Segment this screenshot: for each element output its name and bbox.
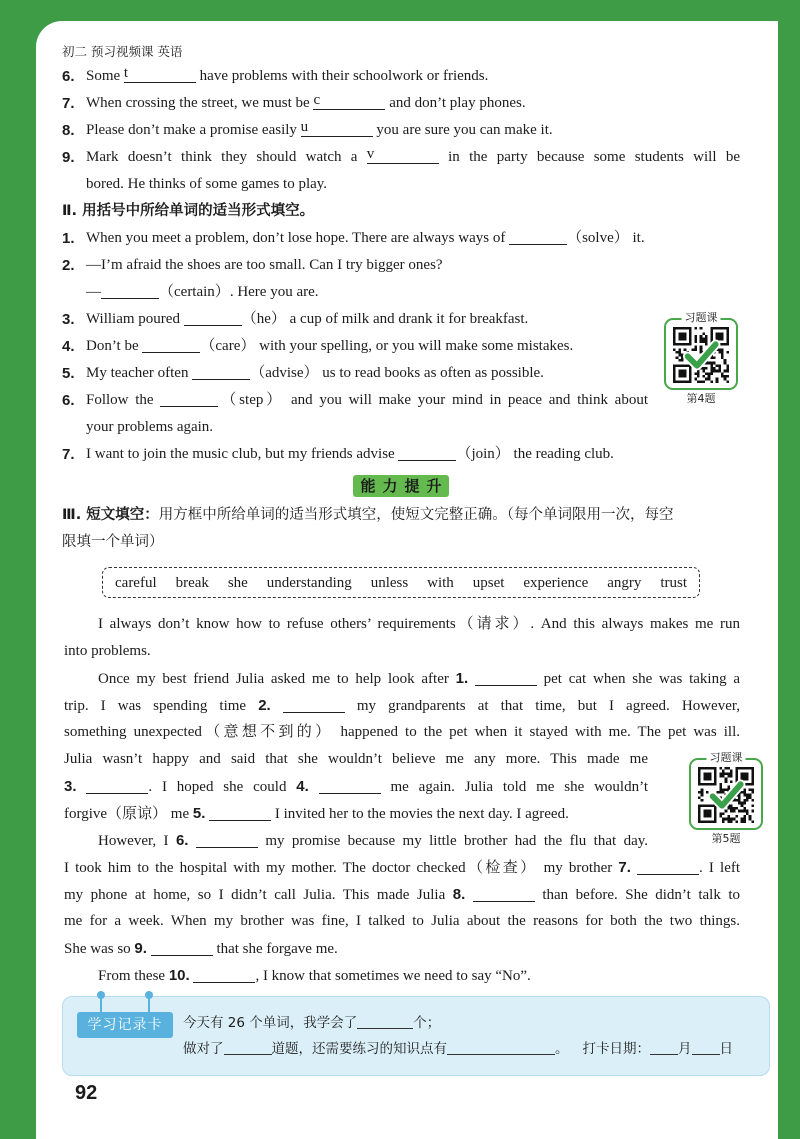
item-text: . Here you are. <box>229 284 319 300</box>
item-text: Don’t be <box>86 338 143 354</box>
blank-initial-letter: v <box>366 146 375 162</box>
item-line <box>86 117 740 144</box>
day-blank <box>692 1043 720 1055</box>
pin-icon <box>145 991 153 999</box>
answer-blank <box>192 366 250 380</box>
item-body <box>86 144 740 198</box>
blank-number: 8. <box>452 886 466 903</box>
part2-item <box>62 441 740 468</box>
answer-blank <box>300 119 373 137</box>
passage-text: my phone at home, so I didn’t call Julia. This made Julia <box>64 887 453 903</box>
passage-text: pet cat when she was taking a <box>536 671 740 687</box>
item-line-continued: your problems again. <box>86 419 214 435</box>
qr-code <box>673 327 729 383</box>
item-text: you are sure you can make it. <box>372 122 553 138</box>
card-text: 做对了 <box>183 1041 224 1057</box>
passage-line <box>64 773 740 800</box>
answer-blank <box>398 447 456 461</box>
card-line <box>183 1037 733 1061</box>
passage-text: . I hoped she could <box>148 779 297 795</box>
passage-text: trip. I was spending time <box>64 698 259 714</box>
answer-blank <box>151 942 213 956</box>
card-text: 个； <box>413 1015 441 1031</box>
passage-line: I always don’t know how to refuse others’ requirements（请求）. And this always makes me run <box>98 616 740 632</box>
item-body <box>86 441 740 468</box>
item-line <box>86 225 740 252</box>
qr-code <box>698 767 754 823</box>
qr-frame <box>664 311 738 390</box>
passage-line: me for a week. When my brother was fine, I talked to Julia about the reasons for both the two things. <box>64 913 740 929</box>
part2-item <box>62 333 740 360</box>
qr-caption: 第4题 <box>686 392 716 405</box>
passage-text: my promise because my little brother had the flu that day. <box>257 833 649 849</box>
study-record-card <box>62 996 770 1076</box>
passage-text: , I know that sometimes we need to say “No”. <box>255 968 531 984</box>
passage-line <box>64 962 740 989</box>
passage-line: Julia wasn’t happy and said that she wouldn’t believe me any more. This made me <box>64 751 648 767</box>
item-line <box>86 90 740 117</box>
answer-blank <box>366 146 439 164</box>
month-blank <box>650 1043 678 1055</box>
item-text: and you will make your mind in peace and think about <box>284 392 649 408</box>
item-text: have problems with their schoolwork or friends. <box>195 68 489 84</box>
part2-item <box>62 225 740 252</box>
word-hint: （solve） <box>567 230 629 246</box>
blank-number: 7. <box>618 859 631 876</box>
pin-icon <box>97 991 105 999</box>
worksheet-content <box>62 63 740 989</box>
item-number: 3. <box>62 311 75 328</box>
passage-line <box>64 800 740 827</box>
header-title: 初二 预习视频课 英语 <box>62 44 183 59</box>
part1-item <box>62 63 740 90</box>
blank-number: 9. <box>134 940 147 957</box>
passage-line: into problems. <box>64 643 151 659</box>
passage-text: From these <box>98 968 169 984</box>
passage-line: something unexpected（意想不到的） happened to the pet when it stayed with me. The pet was ill. <box>64 724 740 740</box>
word-bank <box>102 567 700 598</box>
item-number: 4. <box>62 338 75 355</box>
item-text: in the party because some students will be <box>438 149 741 165</box>
word-bank-item: angry <box>607 574 642 591</box>
card-text: 今天有 26 个单词，我学会了 <box>183 1015 358 1031</box>
answer-blank <box>184 312 242 326</box>
word-hint: （advise） <box>250 365 319 381</box>
answer-blank <box>142 339 200 353</box>
answer-blank <box>473 888 535 902</box>
qr-code-box-q4 <box>664 311 738 406</box>
answer-blank <box>509 231 567 245</box>
word-bank-item: careful <box>115 574 157 591</box>
word-bank-item: break <box>175 574 209 591</box>
card-blank <box>357 1017 413 1029</box>
dialogue-line <box>86 279 740 306</box>
check-in-date-label: 打卡日期： <box>582 1041 650 1057</box>
item-body <box>86 252 740 306</box>
word-hint: （care） <box>200 338 256 354</box>
item-number: 8. <box>62 122 75 139</box>
item-number: 6. <box>62 392 75 409</box>
word-hint: （step） <box>218 392 285 408</box>
item-text: — <box>86 284 101 300</box>
passage-text: that she forgave me. <box>212 941 338 957</box>
part3-number: Ⅲ. <box>62 507 87 523</box>
part2-heading: Ⅱ. 用括号中所给单词的适当形式填空。 <box>62 203 315 219</box>
passage-line <box>64 692 740 719</box>
blank-number: 4. <box>296 778 309 795</box>
part1-item <box>62 90 740 117</box>
word-hint: （certain） <box>159 284 230 300</box>
section-title: 能力提升 <box>353 475 449 497</box>
item-body <box>86 333 740 360</box>
passage-line <box>64 935 740 962</box>
blank-initial-letter: u <box>300 119 309 135</box>
passage-text: I invited her to the movies the next day. I agreed. <box>271 806 569 822</box>
item-text: When crossing the street, we must be <box>86 95 314 111</box>
part2-item <box>62 360 740 387</box>
part3-instructions: 用方框中所给单词的适当形式填空，使短文完整正确。（每个单词限用一次，每空 <box>158 507 674 523</box>
item-text: Mark doesn’t think they should watch a <box>86 149 367 165</box>
item-text: My teacher often <box>86 365 193 381</box>
item-number: 9. <box>62 149 75 166</box>
answer-blank <box>283 699 345 713</box>
passage-text: than before. She didn’t talk to <box>534 887 741 903</box>
part1-item <box>62 144 740 198</box>
answer-blank <box>101 285 159 299</box>
passage-text: However, I <box>98 833 176 849</box>
blank-number: 3. <box>64 778 77 795</box>
dialogue-line: —I’m afraid the shoes are too small. Can I try bigger ones? <box>86 257 443 273</box>
item-line <box>86 441 740 468</box>
part1-item <box>62 117 740 144</box>
item-text: Follow the <box>86 392 161 408</box>
word-bank-item: unless <box>370 574 409 591</box>
item-text: When you meet a problem, don’t lose hope. There are always ways of <box>86 230 510 246</box>
item-line <box>86 387 740 414</box>
answer-blank <box>86 780 148 794</box>
answer-blank <box>319 780 381 794</box>
item-number: 7. <box>62 95 75 112</box>
item-text: Some <box>86 68 124 84</box>
card-text: 日 <box>719 1041 733 1057</box>
part3-title: 短文填空： <box>86 507 159 523</box>
item-line-continued: bored. He thinks of some games to play. <box>86 176 328 192</box>
answer-blank <box>313 92 385 110</box>
item-number: 5. <box>62 365 75 382</box>
word-bank-item: upset <box>472 574 505 591</box>
card-text: 道题，还需要练习的知识点有 <box>271 1041 447 1057</box>
item-text: it. <box>628 230 645 246</box>
blank-number: 10. <box>168 967 190 984</box>
card-tag: 学习记录卡 <box>77 1012 173 1038</box>
item-text: the reading club. <box>509 446 614 462</box>
answer-blank <box>637 861 699 875</box>
card-blank <box>447 1043 555 1055</box>
item-line <box>86 144 740 171</box>
word-bank-item: trust <box>660 574 687 591</box>
part2-item <box>62 387 740 441</box>
item-body <box>86 306 740 333</box>
item-line <box>86 333 740 360</box>
passage-text: . I left <box>699 860 741 876</box>
card-text: 月 <box>678 1041 692 1057</box>
item-text: a cup of milk and drank it for breakfast. <box>285 311 529 327</box>
card-blank <box>224 1043 272 1055</box>
word-bank-item: experience <box>523 574 589 591</box>
blank-number: 2. <box>258 697 271 714</box>
passage-line <box>64 665 740 692</box>
qr-label: 习题课 <box>682 311 721 325</box>
word-hint: （join） <box>456 446 510 462</box>
part2-item <box>62 306 740 333</box>
blank-number: 1. <box>455 670 469 687</box>
passage-text: Once my best friend Julia asked me to help look after <box>98 671 456 687</box>
part2-item <box>62 252 740 306</box>
word-bank-item: she <box>227 574 248 591</box>
item-number: 7. <box>62 446 75 463</box>
answer-blank <box>160 393 218 407</box>
item-line <box>86 63 740 90</box>
item-body <box>86 90 740 117</box>
passage-text: me again. Julia told me she wouldn’t <box>380 779 648 795</box>
qr-frame <box>689 751 763 830</box>
item-line <box>86 360 740 387</box>
passage-text: forgive（原谅） me <box>64 806 193 822</box>
passage-line <box>64 881 740 908</box>
section-title-wrap <box>62 474 740 496</box>
item-text: William poured <box>86 311 184 327</box>
item-body <box>86 225 740 252</box>
word-bank-item: understanding <box>266 574 352 591</box>
item-number: 6. <box>62 68 75 85</box>
passage-line <box>64 854 740 881</box>
item-body <box>86 117 740 144</box>
answer-blank <box>196 834 258 848</box>
blank-initial-letter: c <box>313 92 321 108</box>
passage-text: my grandparents at that time, but I agreed. However, <box>344 698 740 714</box>
item-text: I want to join the music club, but my friends advise <box>86 446 399 462</box>
blank-number: 5. <box>192 805 206 822</box>
qr-caption: 第5题 <box>711 832 741 845</box>
item-text: and don’t play phones. <box>385 95 526 111</box>
item-text: with your spelling, or you will make some mistakes. <box>255 338 574 354</box>
passage-line <box>64 827 740 854</box>
item-body <box>86 360 740 387</box>
card-line <box>183 1011 440 1035</box>
blank-initial-letter: t <box>123 65 129 81</box>
item-text: us to read books as often as possible. <box>318 365 544 381</box>
answer-blank <box>209 807 271 821</box>
answer-blank <box>475 672 537 686</box>
part3-heading-line <box>62 502 740 529</box>
item-body <box>86 63 740 90</box>
passage-text: She was so <box>64 941 135 957</box>
item-number: 2. <box>62 257 75 274</box>
page-number: 92 <box>75 1082 98 1104</box>
card-text: 。 <box>555 1041 569 1057</box>
answer-blank <box>123 65 196 83</box>
qr-code-box-q5 <box>689 751 763 846</box>
passage-text: I took him to the hospital with my mother. The doctor checked（检查） my brother <box>64 860 619 876</box>
item-body <box>86 387 740 441</box>
word-bank-item: with <box>427 574 454 591</box>
answer-blank <box>193 969 255 983</box>
blank-number: 6. <box>175 832 189 849</box>
qr-label: 习题课 <box>707 751 746 765</box>
part3-heading-line: 限填一个单词） <box>62 534 164 550</box>
word-hint: （he） <box>241 311 286 327</box>
item-text: Please don’t make a promise easily <box>86 122 301 138</box>
passage <box>62 611 740 989</box>
item-line <box>86 306 740 333</box>
item-number: 1. <box>62 230 75 247</box>
part3-heading <box>62 502 740 556</box>
